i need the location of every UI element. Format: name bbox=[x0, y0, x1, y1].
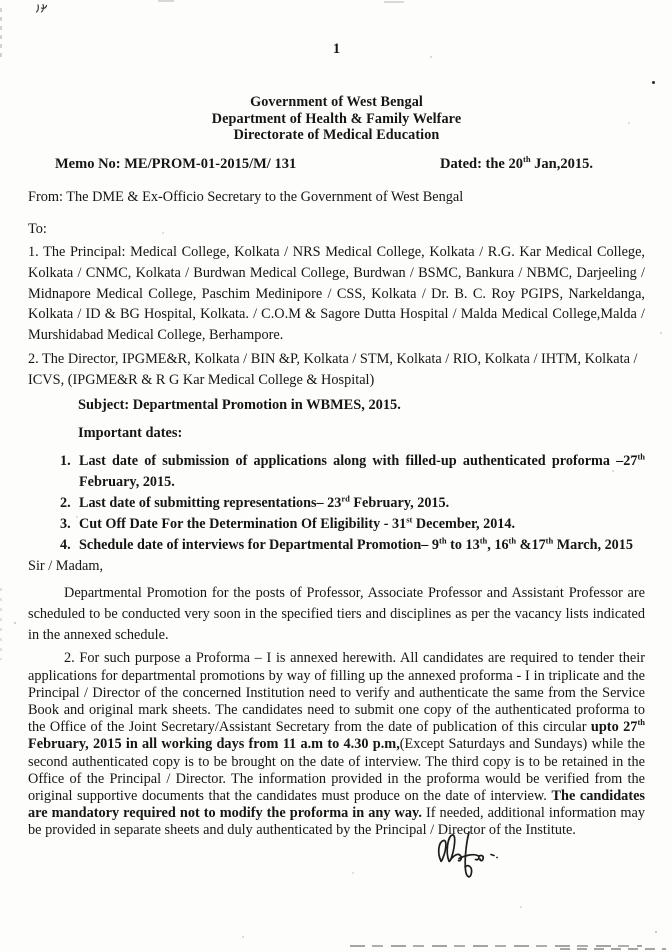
memo-date-year: Jan,2015. bbox=[530, 155, 593, 172]
date-item-2-seg: Last date of submitting representations– 23 bbox=[79, 495, 342, 512]
date-item-1-number: 1. bbox=[60, 453, 71, 470]
important-dates-heading: Important dates: bbox=[78, 425, 183, 442]
date-item-4-seg: March, 2015 bbox=[553, 537, 633, 554]
document-content bbox=[28, 0, 645, 840]
body-paragraph-2-seg: If needed, additional information may be provided in separate sheets and duly authenticated by the Principal / Director of the Institute. bbox=[28, 805, 645, 839]
from-line: From: The DME & Ex-Officio Secretary to the Government of West Bengal bbox=[28, 188, 464, 205]
date-item-3-number: 3. bbox=[60, 516, 71, 533]
date-item-2-text bbox=[79, 493, 645, 514]
body-paragraph-2-seg: (Except Saturdays and Sundays) while the second authenticated copy is to be brought on the date of interview. The third copy is to be retained in the Office of the Principal / Director. The information provided in the proforma would be verified from the original supportive documents that the candidates must produce on the date of interview. bbox=[28, 736, 645, 805]
letterhead-directorate-line: Directorate of Medical Education bbox=[233, 127, 440, 143]
memo-date bbox=[440, 155, 593, 173]
signature-scribble bbox=[432, 830, 502, 882]
date-item-3 bbox=[60, 514, 645, 535]
date-item-3-ordinal: st bbox=[406, 514, 413, 525]
letterhead-department-line: Department of Health & Family Welfare bbox=[211, 110, 462, 127]
letterhead-government-line: Government of West Bengal bbox=[250, 94, 423, 110]
scan-artifact-bottom-dashes bbox=[560, 948, 666, 950]
memo-date-ordinal: th bbox=[522, 153, 531, 164]
date-item-4-seg: Schedule date of interviews for Departmental Promotion– 9 bbox=[79, 537, 440, 554]
recipients-principals: 1. The Principal: Medical College, Kolkata / NRS Medical College, Kolkata / R.G. Kar Medical College, Kolkata / CNMC, Kolkata / Burdwan Medical College, Burdwan / BSMC, Bankura / NBMC, Darjeeling / Midnapore Medical College, Paschim Medinipore / CSS, Kolkata / Dr. B. C. Roy PGIPS, Narkeldanga, Kolkata / ID & BG Hospital, Kolkata. / C.O.M & Sagore Dutta Hospital / Malda Medical College,Malda / Murshidabad Medical College, Berhampore. bbox=[28, 244, 645, 344]
scan-artifact-bottom-dashes bbox=[350, 945, 642, 947]
scan-artifact-top-dash bbox=[158, 0, 174, 2]
date-item-3-seg: Cut Off Date For the Determination Of Eligibility - 31 bbox=[79, 516, 407, 533]
recipients-directors: 2. The Director, IPGME&R, Kolkata / BIN &P, Kolkata / STM, Kolkata / RIO, Kolkata / IHTM, Kolkata / ICVS, (IPGME&R & R G Kar Medical College & Hospital) bbox=[28, 351, 638, 388]
body-paragraph-2-ordinal: th bbox=[637, 717, 645, 728]
memo-date-text: Dated: the 20 bbox=[440, 155, 523, 172]
date-item-4-seg: &17 bbox=[516, 537, 546, 554]
memo-row bbox=[28, 155, 645, 173]
scan-artifact-pen-mark bbox=[35, 3, 49, 15]
date-item-1 bbox=[60, 451, 645, 493]
scan-artifact-edge-dashes bbox=[0, 588, 2, 660]
date-item-1-seg: February, 2015. bbox=[79, 474, 175, 491]
body-paragraph-2-bold: The candidates are mandatory required not to modify the proforma in any way. bbox=[28, 788, 645, 822]
letterhead bbox=[28, 94, 645, 144]
important-dates-list bbox=[60, 451, 645, 556]
date-item-4-seg: , 16 bbox=[487, 537, 509, 554]
date-item-1-text bbox=[79, 451, 645, 493]
scan-artifact-speckles bbox=[0, 0, 2, 2]
page-number: 1 bbox=[332, 41, 341, 57]
date-item-3-text bbox=[79, 514, 645, 535]
date-item-4-text bbox=[79, 535, 645, 556]
date-item-4-ordinal: th bbox=[479, 535, 488, 546]
scan-artifact-top-dash bbox=[384, 1, 404, 3]
body-paragraph-2 bbox=[28, 650, 645, 839]
date-item-2-ordinal: rd bbox=[341, 493, 350, 504]
date-item-3-seg: December, 2014. bbox=[412, 516, 516, 533]
body-paragraph-2-seg: 2. For such purpose a Proforma – I is annexed herewith. All candidates are required to tender their applications for departmental promotions by way of filling up the annexed proforma - I in triplicate and the Principal / Director of the concerned Institution need to verify and authenticate the same from the Service Book and original mark sheets. The candidates need to submit one copy of the authenticated proforma to the Office of the Joint Secretary/Assistant Secretary from the date of publication of this circular bbox=[28, 650, 645, 736]
date-item-2 bbox=[60, 493, 645, 514]
date-item-4-ordinal: th bbox=[439, 535, 447, 546]
scan-artifact-dot bbox=[652, 81, 655, 84]
date-item-2-number: 2. bbox=[60, 495, 71, 512]
date-item-4 bbox=[60, 535, 645, 556]
subject-line: Subject: Departmental Promotion in WBMES, 2015. bbox=[78, 396, 401, 413]
date-item-4-seg: to 13 bbox=[446, 537, 480, 554]
body-paragraph-1: Departmental Promotion for the posts of Professor, Associate Professor and Assistant Professor are scheduled to be conducted very soon in the specified tiers and disciplines as per the vacancy lists indicated in the annexed schedule. bbox=[28, 585, 645, 643]
date-item-4-ordinal: th bbox=[508, 535, 517, 546]
salutation: Sir / Madam, bbox=[28, 558, 104, 575]
body-paragraph-2-bold: upto 27 bbox=[590, 719, 638, 736]
date-item-2-seg: February, 2015. bbox=[349, 495, 450, 512]
date-item-1-ordinal: th bbox=[637, 451, 645, 462]
date-item-1-seg: Last date of submission of applications along with filled-up authenticated proforma –27 bbox=[79, 453, 638, 470]
date-item-4-ordinal: th bbox=[545, 535, 554, 546]
date-item-4-number: 4. bbox=[60, 537, 71, 554]
scan-artifact-edge-dashes bbox=[0, 8, 2, 62]
memo-number: Memo No: ME/PROM-01-2015/M/ 131 bbox=[55, 155, 297, 172]
to-label: To: bbox=[28, 221, 47, 238]
body-paragraph-2-bold: February, 2015 in all working days from 11 a.m to 4.30 p.m, bbox=[28, 736, 400, 753]
